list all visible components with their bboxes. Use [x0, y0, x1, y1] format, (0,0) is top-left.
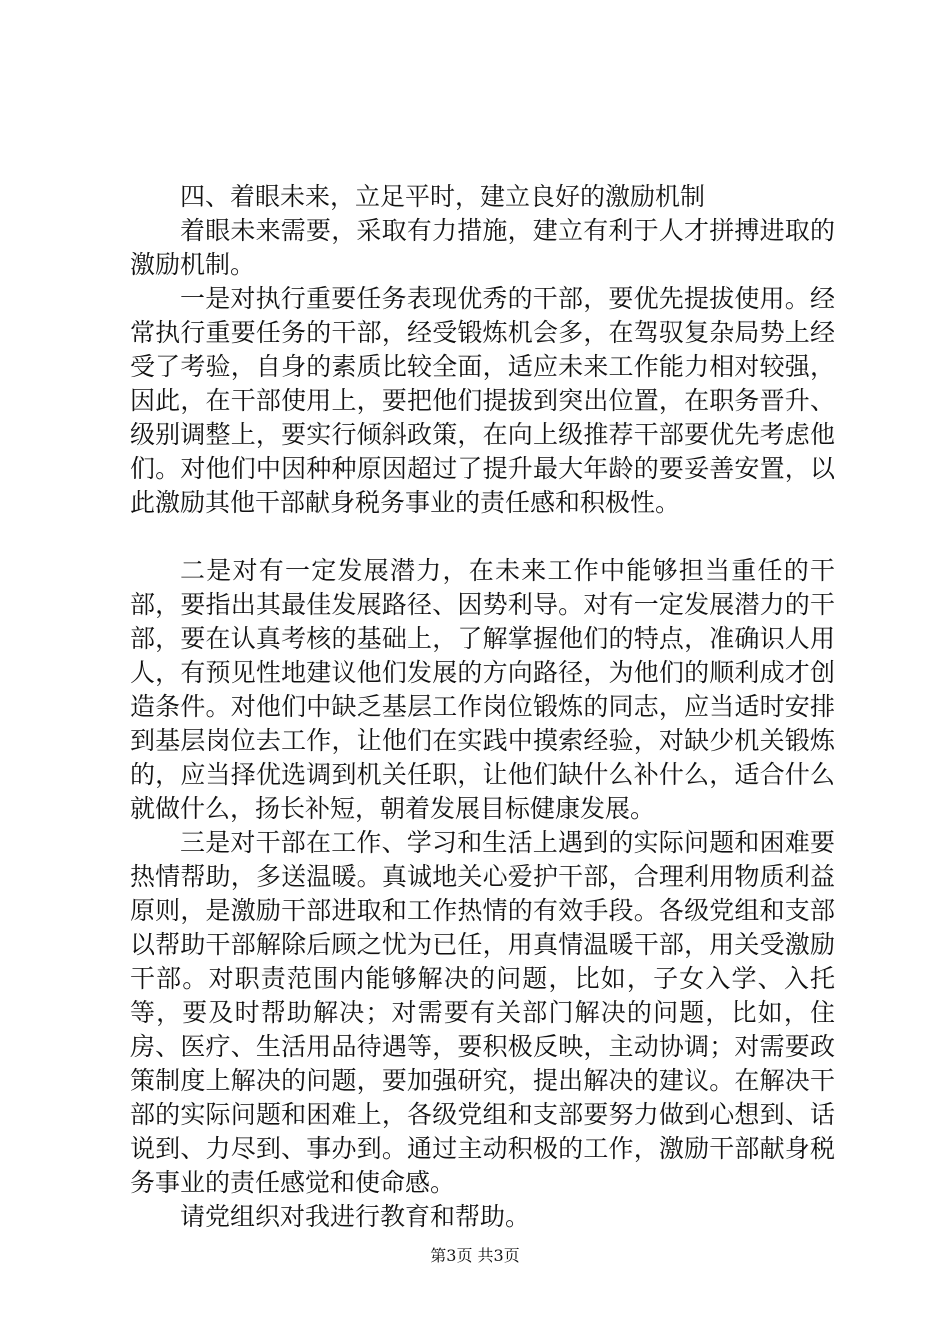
paragraph-closing: 请党组织对我进行教育和帮助。 — [180, 1202, 531, 1231]
paragraph-intro: 着眼未来需要，采取有力措施，建立有利于人才拼搏进取的激励机制。 — [130, 216, 835, 279]
section-heading: 四、着眼未来，立足平时，建立良好的激励机制 — [180, 182, 706, 211]
paragraph-point-three: 三是对干部在工作、学习和生活上遇到的实际问题和困难要热情帮助，多送温暖。真诚地关心爱护干部，合理利用物质利益原则，是激励干部进取和工作热情的有效手段。各级党组和支部以帮助干部解除后顾之忧为已任，用真情温暖干部，用关受激励干部。对职责范围内能够解决的问题，比如，子女入学、入托等，要及时帮助解决；对需要有关部门解决的问题，比如，住房、医疗、生活用品待遇等，要积极反映，主动协调；对需要政策制度上解决的问题，要加强研究，提出解决的建议。在解决干部的实际问题和困难上，各级党组和支部要努力做到心想到、话说到、力尽到、事办到。通过主动积极的工作，激励干部献身税务事业的责任感觉和使命感。 — [130, 828, 835, 1197]
document-body — [130, 180, 835, 1234]
page-number-footer: 第3页 共3页 — [430, 1246, 520, 1265]
paragraph-point-one: 一是对执行重要任务表现优秀的干部，要优先提拔使用。经常执行重要任务的干部，经受锻炼机会多，在驾驭复杂局势上经受了考验，自身的素质比较全面，适应未来工作能力相对较强，因此，在干部使用上，要把他们提拔到突出位置，在职务晋升、级别调整上，要实行倾斜政策，在向上级推荐干部要优先考虑他们。对他们中因种种原因超过了提升最大年龄的要妥善安置，以此激励其他干部献身税务事业的责任感和积极性。 — [130, 284, 835, 517]
paragraph-point-two: 二是对有一定发展潜力，在未来工作中能够担当重任的干部，要指出其最佳发展路径、因势利导。对有一定发展潜力的干部，要在认真考核的基础上，了解掌握他们的特点，准确识人用人，有预见性地建议他们发展的方向路径，为他们的顺利成才创造条件。对他们中缺乏基层工作岗位锻炼的同志，应当适时安排到基层岗位去工作，让他们在实践中摸索经验，对缺少机关锻炼的，应当择优选调到机关任职，让他们缺什么补什么，适合什么就做什么，扬长补短，朝着发展目标健康发展。 — [130, 556, 835, 823]
